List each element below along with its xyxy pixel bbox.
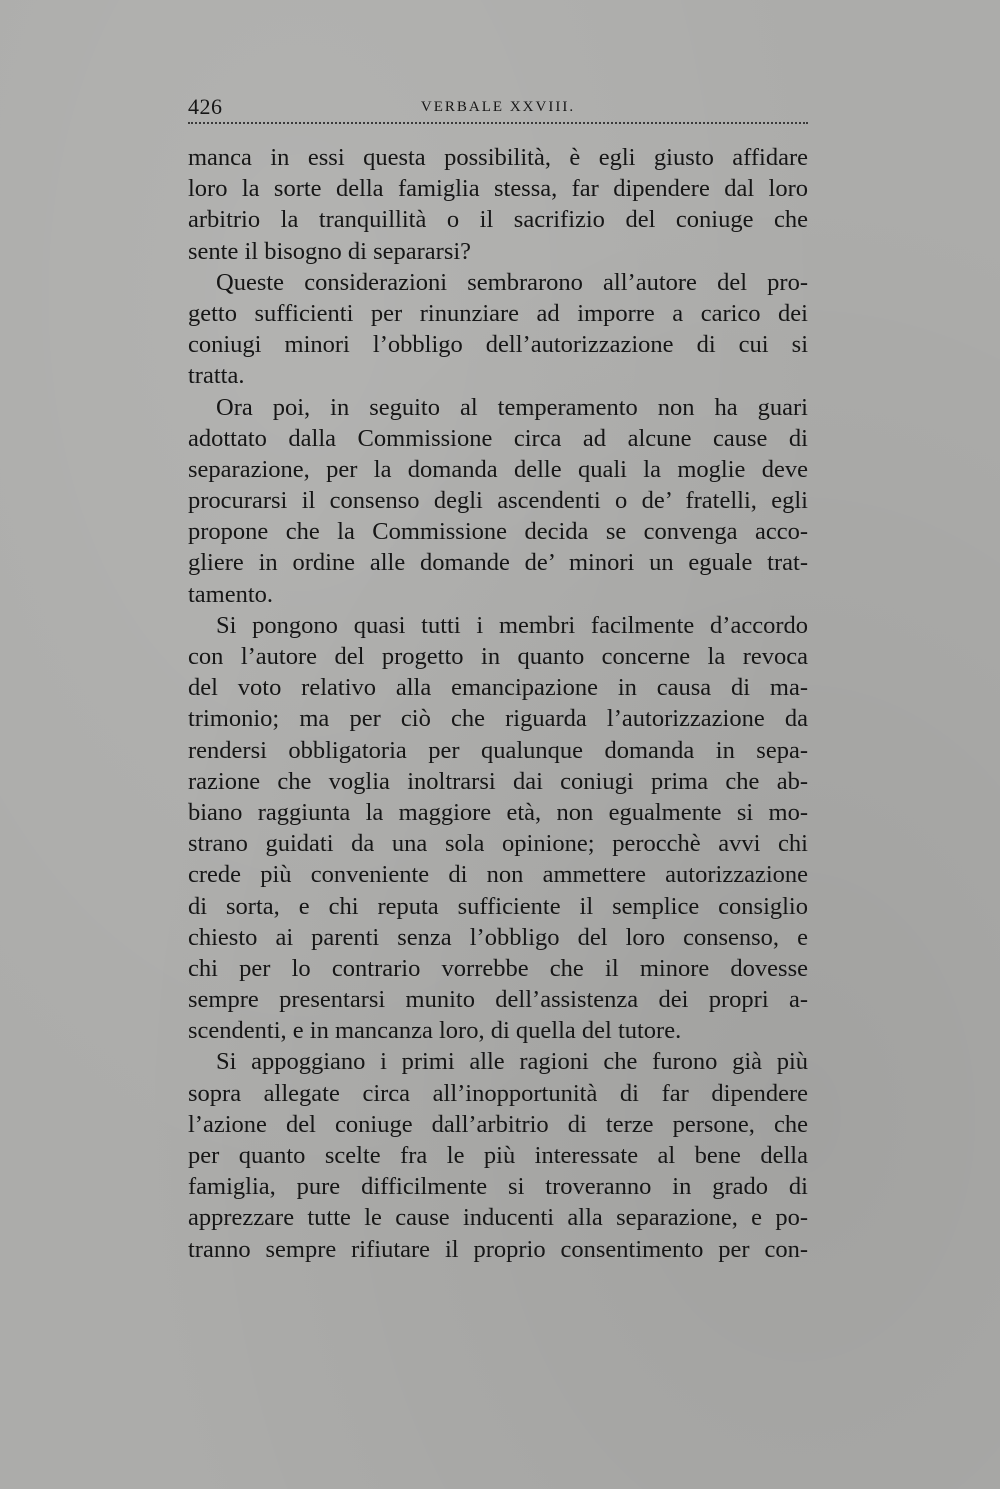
text-line: strano guidati da una sola opinione; perocchè avvi chi [188, 830, 808, 858]
text-line: tranno sempre rifiutare il proprio consentimento per con- [188, 1235, 808, 1263]
text-line: procurarsi il consenso degli ascendenti o de’ fratelli, egli [188, 487, 808, 515]
body-text [188, 142, 808, 1265]
text-line: chiesto ai parenti senza l’obbligo del loro consenso, e [188, 923, 808, 951]
running-head [188, 90, 808, 120]
text-line: scendenti, e in mancanza loro, di quella del tutore. [188, 1017, 682, 1045]
text-line: arbitrio la tranquillità o il sacrifizio del coniuge che [188, 206, 808, 234]
text-line: crede più conveniente di non ammettere autorizzazione [188, 861, 808, 889]
page-number: 426 [188, 94, 223, 119]
text-line: getto sufficienti per rinunziare ad imporre a carico dei [188, 299, 808, 327]
text-line: manca in essi questa possibilità, è egli giusto affidare [188, 144, 808, 171]
text-line: rendersi obbligatoria per qualunque domanda in sepa- [188, 736, 808, 764]
header-rule [188, 122, 808, 124]
text-line: Queste considerazioni sembrarono all’autore del pro- [216, 268, 808, 296]
text-line: loro la sorte della famiglia stessa, far dipendere dal loro [188, 175, 808, 203]
text-line: gliere in ordine alle domande de’ minori un eguale trat- [188, 549, 808, 577]
text-line: coniugi minori l’obbligo dell’autorizzazione di cui si [188, 331, 808, 359]
text-line: trimonio; ma per ciò che riguarda l’autorizzazione da [188, 705, 808, 733]
text-line: apprezzare tutte le cause inducenti alla separazione, e po- [188, 1204, 808, 1232]
text-line: razione che voglia inoltrarsi dai coniugi prima che ab- [188, 767, 808, 795]
text-line: chi per lo contrario vorrebbe che il minore dovesse [188, 954, 808, 982]
text-line: tratta. [188, 362, 245, 390]
text-line: biano raggiunta la maggiore età, non egualmente si mo- [188, 798, 808, 826]
text-line: con l’autore del progetto in quanto concerne la revoca [188, 643, 808, 670]
text-line: l’azione del coniuge dall’arbitrio di terze persone, che [188, 1110, 808, 1138]
text-line: Si appoggiano i primi alle ragioni che furono già più [216, 1048, 808, 1076]
text-line: adottato dalla Commissione circa ad alcune cause di [188, 424, 808, 452]
text-line: propone che la Commissione decida se convenga acco- [188, 518, 808, 546]
text-line: Si pongono quasi tutti i membri facilmente d’accordo [216, 611, 808, 639]
text-line: per quanto scelte fra le più interessate al bene della [188, 1142, 808, 1169]
text-line: del voto relativo alla emancipazione in causa di ma- [188, 674, 808, 702]
running-title: VERBALE XXVIII. [420, 99, 576, 115]
text-line: di sorta, e chi reputa sufficiente il semplice consiglio [188, 892, 808, 920]
text-line: sempre presentarsi munito dell’assistenza dei propri a- [188, 986, 808, 1014]
text-line: sente il bisogno di separarsi? [188, 237, 472, 265]
text-line: famiglia, pure difficilmente si troveranno in grado di [188, 1173, 808, 1201]
text-line: sopra allegate circa all’inopportunità di far dipendere [188, 1079, 808, 1107]
text-line: Ora poi, in seguito al temperamento non ha guari [216, 393, 808, 421]
text-line: tamento. [188, 580, 274, 608]
text-line: separazione, per la domanda delle quali la moglie deve [188, 455, 808, 483]
